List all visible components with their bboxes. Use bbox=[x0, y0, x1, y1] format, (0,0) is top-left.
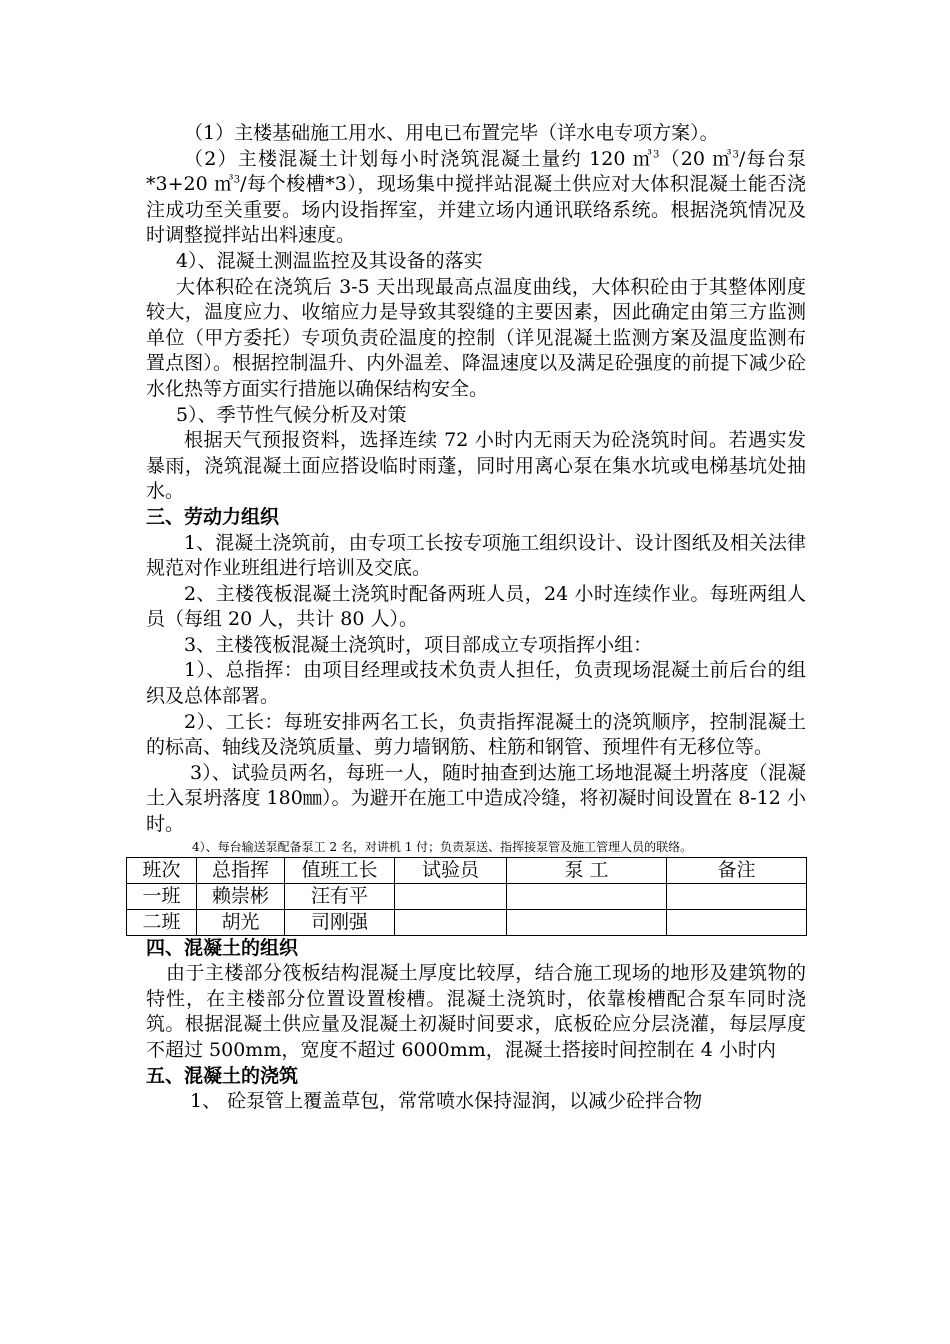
table-cell: 二班 bbox=[127, 909, 197, 935]
labor-item: 3、主楼筏板混凝土浇筑时，项目部成立专项指挥小组： bbox=[184, 633, 653, 656]
paragraph-concrete-org: 由于主楼部分筏板结构混凝土厚度比较厚，结合施工现场的地形及建筑物的特性，在主楼部分位置设置梭槽。混凝土浇筑时，依靠梭槽配合泵车同时浇筑。根据混凝土供应量及混凝土初凝时间要求，底板砼应分层浇灌，每层厚度不超过 500mm，宽度不超过 6000mm，混凝土搭接时间控制在 4 小时内 bbox=[146, 962, 806, 1061]
labor-item: 1）、总指挥：由项目经理或技术负责人担任，负责现场混凝土前后台的组织及总体部署。 bbox=[146, 659, 806, 708]
table-cell bbox=[395, 909, 507, 935]
table-cell bbox=[507, 883, 667, 909]
table-header-cell: 备注 bbox=[667, 857, 807, 883]
subsection-title-weather: 5）、季节性气候分析及对策 bbox=[176, 403, 407, 426]
table-header-row bbox=[127, 857, 807, 883]
table-header-cell: 试验员 bbox=[395, 857, 507, 883]
table-cell bbox=[395, 883, 507, 909]
paragraph-water-power: （1）主楼基础施工用水、用电已布置完毕（详水电专项方案）。 bbox=[184, 122, 719, 144]
table-row bbox=[127, 883, 807, 909]
table-cell: 汪有平 bbox=[285, 883, 395, 909]
labor-item: 2、主楼筏板混凝土浇筑时配备两班人员，24 小时连续作业。每班两组人员（每组 20 人，共计 80 人）。 bbox=[146, 582, 806, 631]
table-cell: 一班 bbox=[127, 883, 197, 909]
pump-staff-note: 4）、每台输送泵配备泵工 2 名，对讲机 1 付；负责泵送、指挥接泵管及施工管理人员的联络。 bbox=[192, 839, 693, 854]
table-cell bbox=[507, 909, 667, 935]
labor-item: 1、混凝土浇筑前，由专项工长按专项施工组织设计、设计图纸及相关法律规范对作业班组进行培训及交底。 bbox=[146, 531, 806, 580]
table-cell bbox=[667, 909, 807, 935]
table-row bbox=[127, 909, 807, 935]
paragraph-pouring-1: 1、 砼泵管上覆盖草包，常常喷水保持湿润，以减少砼拌合物 bbox=[190, 1090, 703, 1113]
shift-roster-table bbox=[126, 857, 807, 936]
table-cell: 胡光 bbox=[197, 909, 285, 935]
section-heading-labor: 三、劳动力组织 bbox=[146, 505, 280, 528]
section-heading-concrete-org: 四、混凝土的组织 bbox=[146, 936, 299, 959]
labor-item: 3）、试验员两名，每班一人，随时抽查到达施工场地混凝土坍落度（混凝土入泵坍落度 180㎜）。为避开在施工中造成冷缝，将初凝时间设置在 8-12 小时。 bbox=[146, 761, 806, 836]
labor-item: 2）、工长：每班安排两名工长，负责指挥混凝土的浇筑顺序，控制混凝土的标高、轴线及浇筑质量、剪力墙钢筋、柱筋和钢管、预埋件有无移位等。 bbox=[146, 710, 806, 759]
table-cell bbox=[667, 883, 807, 909]
table-header-cell: 泵 工 bbox=[507, 857, 667, 883]
table-header-cell: 班次 bbox=[127, 857, 197, 883]
paragraph-weather: 根据天气预报资料，选择连续 72 小时内无雨天为砼浇筑时间。若遇实发暴雨，浇筑混凝土面应搭设临时雨蓬，同时用离心泵在集水坑或电梯基坑处抽水。 bbox=[146, 429, 806, 503]
document-body bbox=[142, 121, 807, 1115]
table-cell: 赖崇彬 bbox=[197, 883, 285, 909]
paragraph-concrete-plan: （2）主楼混凝土计划每小时浇筑混凝土量约 120 ㎥$^3$（20 ㎥$^3$/每台泵*3+20 ㎥$^3$/每个梭槽*3），现场集中搅拌站混凝土供应对大体积混凝土能否浇注成功至关重要。场内设指挥室，并建立场内通讯联络系统。根据浇筑情况及时调整搅拌站出料速度。 bbox=[146, 147, 807, 247]
subsection-title-temperature: 4）、混凝土测温监控及其设备的落实 bbox=[176, 249, 483, 272]
table-cell: 司刚强 bbox=[285, 909, 395, 935]
table-header-cell: 值班工长 bbox=[285, 857, 395, 883]
paragraph-temperature: 大体积砼在浇筑后 3-5 天出现最高点温度曲线，大体积砼由于其整体刚度较大，温度应力、收缩应力是导致其裂缝的主要因素，因此确定由第三方监测单位（甲方委托）专项负责砼温度的控制（详见混凝土监测方案及温度监测布置点图）。根据控制温升、内外温差、降温速度以及满足砼强度的前提下减少砼水化热等方面实行措施以确保结构安全。 bbox=[146, 275, 806, 400]
section-heading-pouring: 五、混凝土的浇筑 bbox=[146, 1064, 299, 1087]
table-header-cell: 总指挥 bbox=[197, 857, 285, 883]
